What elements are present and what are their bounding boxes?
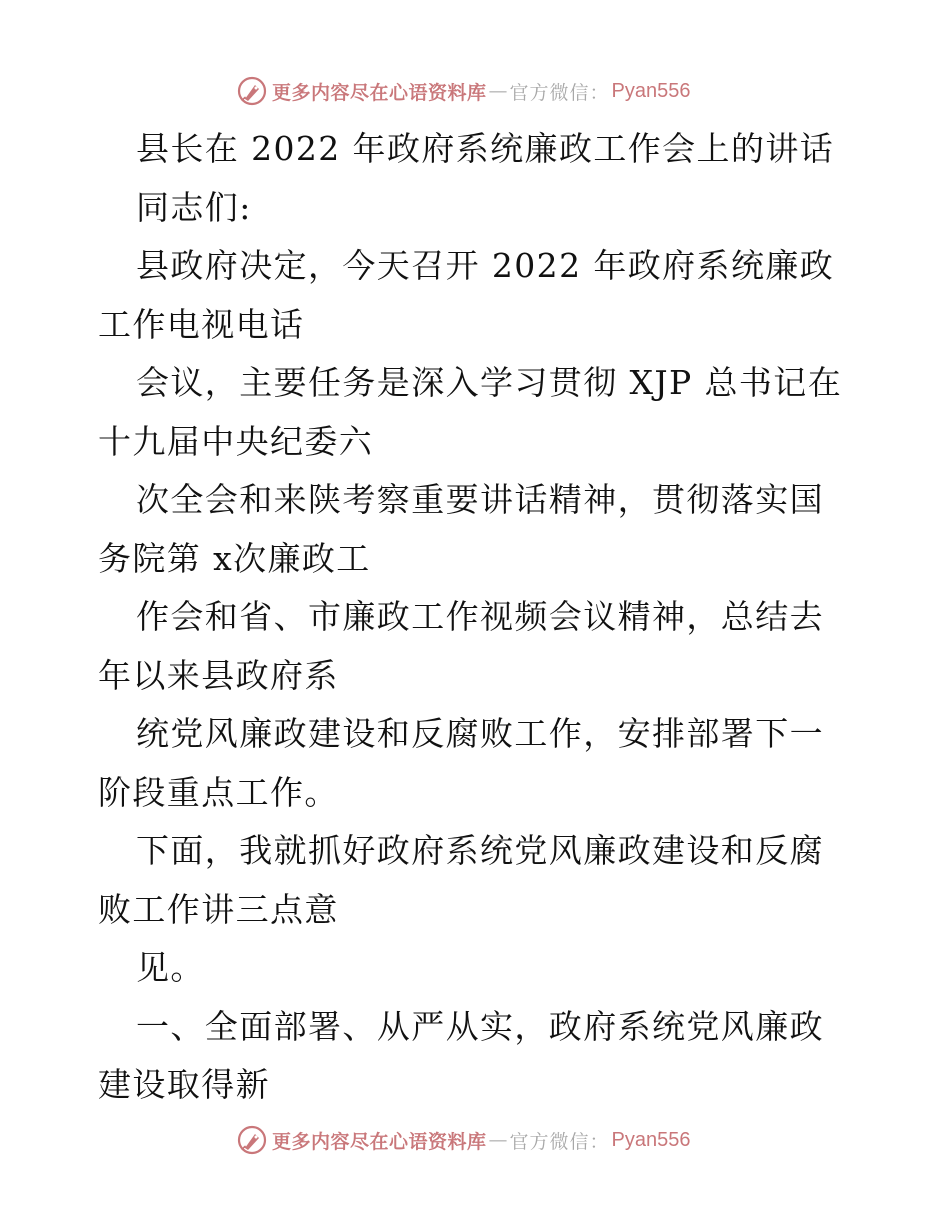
pen-nib-logo-icon	[236, 75, 268, 107]
paragraph: 作会和省、市廉政工作视频会议精神，总结去年以来县政府系	[98, 597, 824, 695]
watermark-official-label: 官方微信：	[509, 1130, 610, 1153]
watermark-separator: —	[488, 1129, 508, 1151]
paragraph: 见。	[136, 948, 205, 987]
pen-nib-logo-icon	[236, 1124, 268, 1156]
watermark-account: Pyan556	[611, 1128, 691, 1151]
watermark-main-text: 更多内容尽在心语资料库	[272, 1130, 487, 1153]
document-title: 县长在 2022 年政府系统廉政工作会上的讲话	[136, 129, 835, 168]
section-heading: 一、全面部署、从严从实，政府系统党风廉政建设取得新	[98, 1006, 824, 1104]
watermark-main-text: 更多内容尽在心语资料库	[272, 81, 487, 104]
paragraph: 会议，主要任务是深入学习贯彻 XJP 总书记在十九届中央纪委六	[98, 363, 843, 461]
paragraph: 次全会和来陕考察重要讲话精神，贯彻落实国务院第 x次廉政工	[98, 480, 824, 578]
paragraph: 县政府决定，今天召开 2022 年政府系统廉政工作电视电话	[98, 246, 835, 344]
salutation: 同志们:	[136, 187, 252, 227]
watermark-separator: —	[488, 80, 508, 102]
watermark-official-label: 官方微信：	[509, 81, 610, 104]
watermark-footer	[236, 1123, 691, 1157]
paragraph: 统党风廉政建设和反腐败工作，安排部署下一阶段重点工作。	[98, 714, 824, 812]
document-body	[98, 120, 858, 1115]
watermark-account: Pyan556	[611, 79, 691, 102]
watermark-header	[236, 74, 691, 108]
paragraph: 下面，我就抓好政府系统党风廉政建设和反腐败工作讲三点意	[98, 831, 824, 929]
